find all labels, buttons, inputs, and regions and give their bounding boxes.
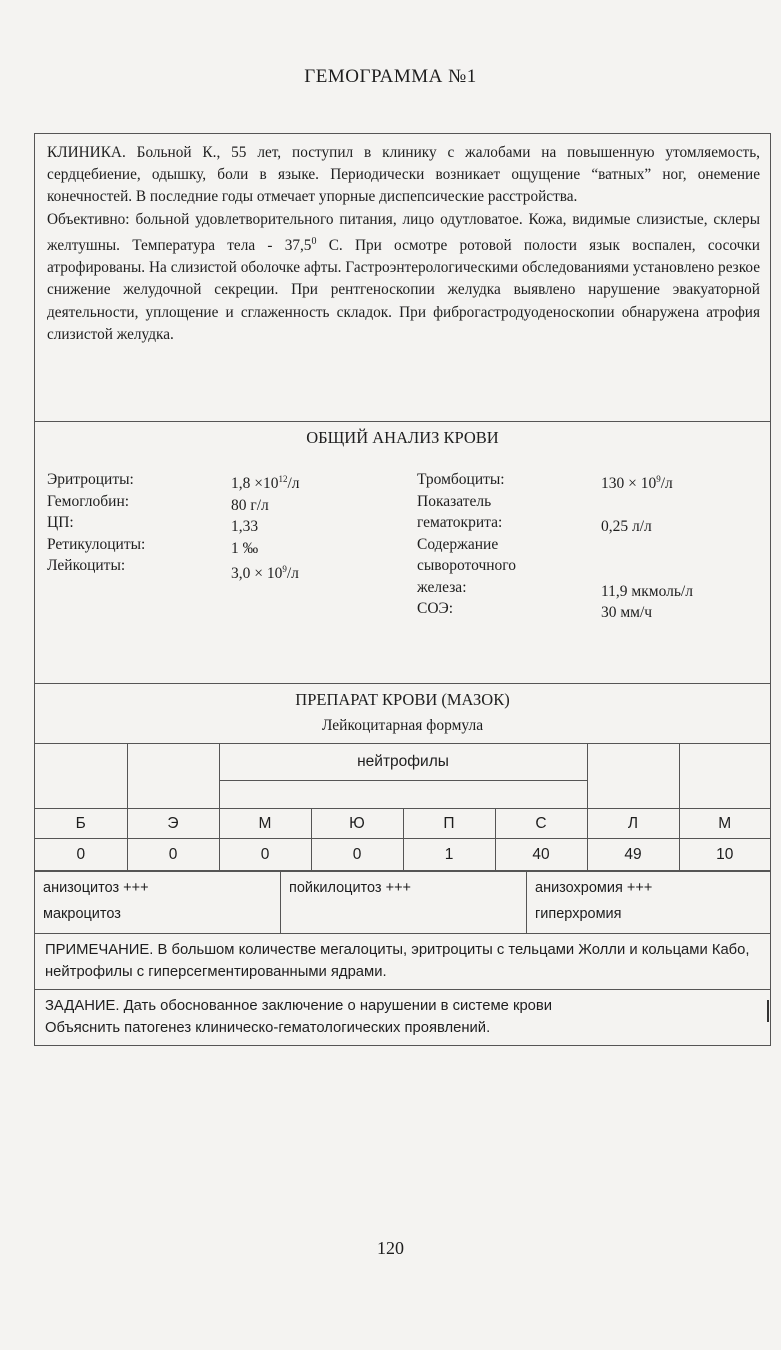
hematocrit-value: 0,25 л/л: [601, 518, 652, 536]
clinic-objective-text-1: Объективно: больной удовлетворительного питания, лицо одутловатое. Кожа, видимые слизистые, склеры желтушны. Температура тела - 37,5: [47, 210, 760, 254]
erythrocytes-value: [231, 469, 300, 495]
table-header-row: [35, 744, 770, 781]
clinic-section: [35, 134, 770, 422]
column-eosinophils: Э: [127, 809, 219, 839]
column-juvenile: Ю: [311, 809, 403, 839]
leukocytes-unit: /л: [286, 565, 299, 583]
platelets-number: 130 × 10: [601, 475, 657, 493]
note-section: [35, 933, 770, 989]
neutrophils-header: нейтрофилы: [219, 744, 587, 781]
blood-left-labels: [47, 469, 145, 577]
erythrocytes-unit: /л: [287, 475, 300, 493]
spacer: [601, 495, 693, 517]
erythrocytes-label: Эритроциты:: [47, 471, 134, 488]
platelets-label: Тромбоциты:: [417, 471, 505, 488]
clinic-label: КЛИНИКА: [47, 144, 122, 161]
column-basophils: Б: [35, 809, 127, 839]
margin-mark: [767, 1000, 769, 1022]
leukocyte-formula-table: [35, 743, 770, 871]
value-juvenile: 0: [311, 839, 403, 871]
column-segmented: С: [495, 809, 587, 839]
clinic-objective-text-2: С. При осмотре ротовой полости язык воспален, сосочки атрофированы. На слизистой оболочке афты. Гастроэнтерологическими обследованиями установлено резкое снижение желудочной секреции. При рентгеноскопии желудка выявлено нарушение эвакуаторной деятельности, уплощение и сглаженность складок. При фиброгастродуоденоскопии обнаружена атрофия слизистой желудка.: [47, 236, 760, 343]
hemoglobin-label: Гемоглобин:: [47, 492, 130, 510]
degree-sign: 0: [311, 235, 317, 247]
reticulocytes-label: Ретикулоциты:: [47, 535, 146, 553]
clinic-paragraph-objective: [47, 209, 760, 346]
hemoglobin-value: 80 г/л: [231, 496, 269, 514]
note-label: ПРИМЕЧАНИЕ: [45, 942, 150, 958]
poikilocytosis-text: пойкилоцитоз +++: [289, 880, 412, 896]
table-values-row: [35, 839, 770, 871]
hematocrit-label-line2: гематокрита:: [417, 514, 503, 531]
blood-right-labels: [417, 469, 516, 620]
morphology-cell-color: [526, 872, 770, 933]
blood-left-values: [231, 469, 300, 585]
color-index-label: ЦП:: [47, 514, 74, 531]
blood-count-heading: ОБЩИЙ АНАЛИЗ КРОВИ: [306, 428, 499, 447]
morphology-cell-size: [35, 872, 280, 933]
blood-count-section: [35, 422, 770, 684]
value-segmented: 40: [495, 839, 587, 871]
platelets-unit: /л: [660, 475, 673, 493]
anisocytosis-text: анизоцитоз +++: [43, 880, 149, 896]
iron-label-line1: Содержание: [417, 535, 499, 553]
value-lymphocytes: 49: [587, 839, 679, 871]
esr-label: СОЭ:: [417, 600, 454, 617]
value-monocytes: 10: [679, 839, 770, 871]
esr-value: 30 мм/ч: [601, 604, 653, 622]
page-number: 120: [377, 1238, 404, 1258]
page-title: ГЕМОГРАММА №1: [304, 66, 477, 87]
blood-right-values: [601, 469, 693, 624]
task-label: ЗАДАНИЕ: [45, 998, 116, 1014]
case-frame: [34, 133, 771, 1046]
column-monocytes: М: [679, 809, 770, 839]
leukocytes-number: 3,0 × 10: [231, 565, 283, 583]
iron-value: 11,9 мкмоль/л: [601, 582, 693, 600]
column-lymphocytes: Л: [587, 809, 679, 839]
color-index-value: 1,33: [231, 518, 259, 536]
value-band: 1: [403, 839, 495, 871]
value-myelocytes: 0: [219, 839, 311, 871]
leukocytes-exponent: 9: [282, 564, 287, 575]
hematocrit-label-line1: Показатель: [417, 492, 492, 510]
clinic-paragraph-complaints: [47, 142, 760, 209]
anisochromia-text: анизохромия +++: [535, 880, 653, 896]
morphology-row: [35, 871, 770, 933]
table-columns-row: [35, 809, 770, 839]
task-section: [35, 989, 770, 1045]
spacer: [601, 538, 693, 581]
erythrocytes-exponent: 12: [278, 474, 288, 484]
task-line-2: Объяснить патогенез клиническо-гематологических проявлений.: [45, 1020, 491, 1036]
task-line-1: [45, 995, 762, 1017]
smear-heading: ПРЕПАРАТ КРОВИ (МАЗОК): [295, 690, 510, 709]
leukocyte-formula-heading: Лейкоцитарная формула: [321, 717, 484, 734]
column-band: П: [403, 809, 495, 839]
column-myelocytes: М: [219, 809, 311, 839]
morphology-cell-shape: [280, 872, 526, 933]
hyperchromia-text: гиперхромия: [535, 906, 622, 922]
value-eosinophils: 0: [127, 839, 219, 871]
table-header-cell: [587, 744, 679, 809]
table-header-cell: [679, 744, 770, 809]
table-header-cell: [35, 744, 127, 809]
clinic-complaints-text: . Больной К., 55 лет, поступил в клинику с жалобами на повышенную утомляемость, сердцебиение, одышку, боли в языке. Периодически возникает ощущение “ватных” ног, онемение конечностей. В последние годы отмечает упорные диспепсические расстройства.: [47, 144, 760, 206]
iron-label-line3: железа:: [417, 578, 467, 596]
reticulocytes-value: 1 ‰: [231, 539, 259, 557]
note-text: . В большом количестве мегалоциты, эритроциты с тельцами Жолли и кольцами Кабо, нейтрофилы с гиперсегментированными ядрами.: [45, 942, 750, 980]
task-text-1: . Дать обоснованное заключение о нарушении в системе крови: [115, 998, 553, 1014]
table-header-cell: [127, 744, 219, 809]
macrocytosis-text: макроцитоз: [43, 906, 121, 922]
leukocytes-value: [231, 559, 300, 585]
iron-label-line2: сывороточного: [417, 557, 517, 574]
leukocytes-label: Лейкоциты:: [47, 557, 126, 574]
platelets-value: [601, 469, 693, 495]
smear-section: [35, 684, 770, 1045]
erythrocytes-number: 1,8 ×10: [231, 475, 279, 493]
platelets-exponent: 9: [656, 474, 661, 484]
value-basophils: 0: [35, 839, 127, 871]
